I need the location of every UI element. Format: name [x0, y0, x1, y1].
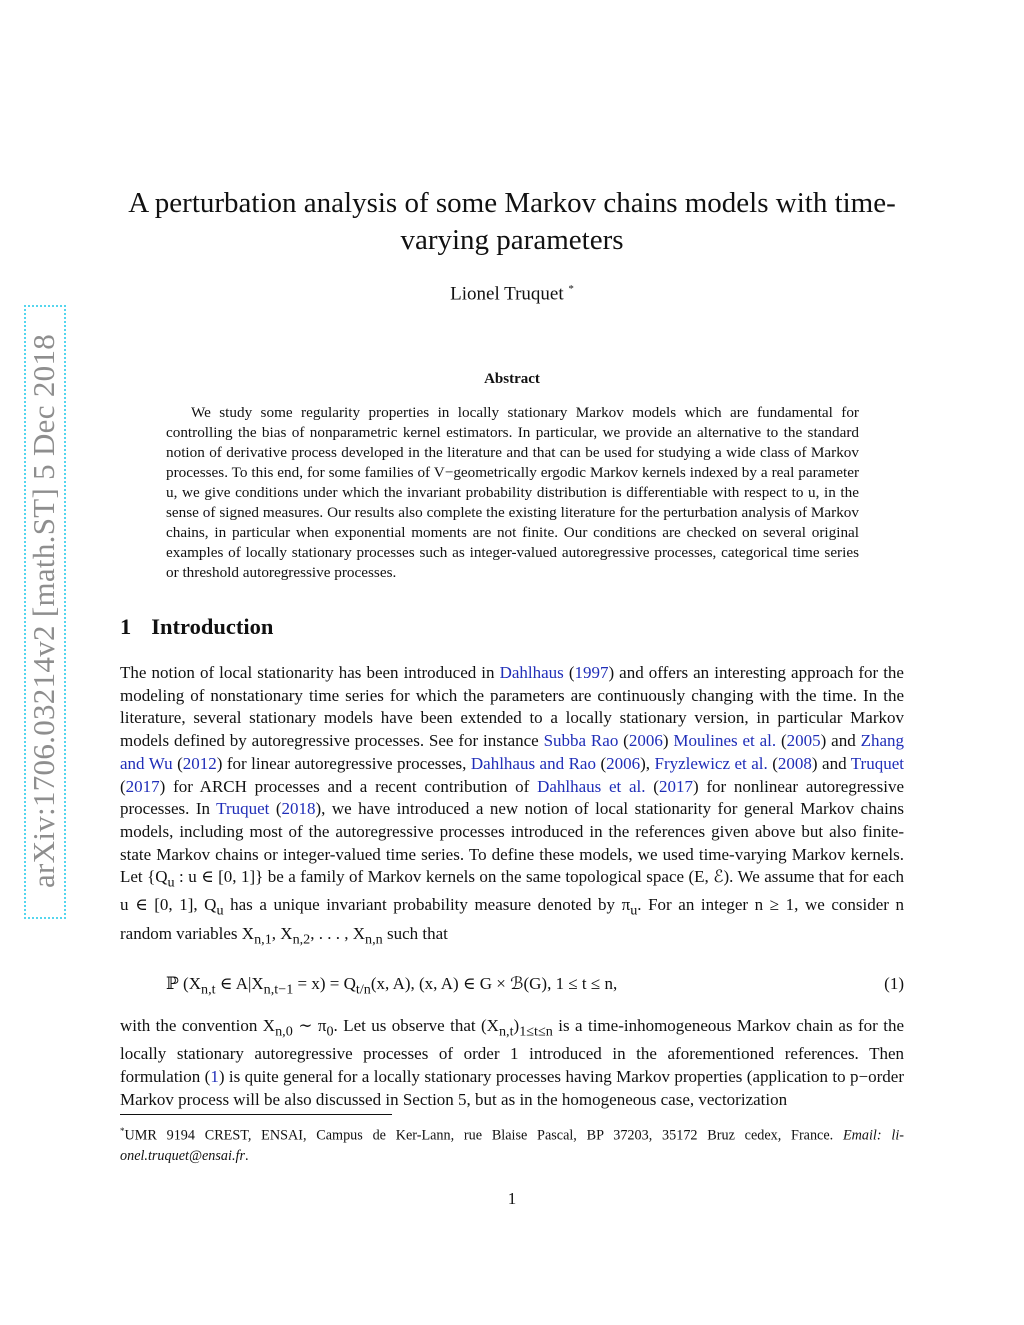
- citation-link[interactable]: Subba Rao: [543, 731, 619, 751]
- footnote: *UMR 9194 CREST, ENSAI, Campus de Ker-Lann, rue Blaise Pascal, BP 37203, 35172 Bruz cedex, France. Email: li-onel.truquet@ensai.fr.: [120, 1126, 904, 1164]
- citation-year-link[interactable]: 1997: [574, 663, 609, 682]
- citation-link[interactable]: Dahlhaus: [499, 663, 564, 682]
- citation-link[interactable]: Dahlhaus et al.: [537, 776, 646, 796]
- citation-year-link[interactable]: 2018: [281, 799, 316, 819]
- section-title: Introduction: [151, 614, 274, 639]
- footnote-text: UMR 9194 CREST, ENSAI, Campus de Ker-Lann, rue Blaise Pascal, BP 37203, 35172 Bruz cedex, France.: [124, 1127, 843, 1144]
- citation-link[interactable]: Zhang and Wu: [120, 731, 905, 773]
- citation-year-link[interactable]: 2005: [786, 731, 821, 751]
- post-equation-paragraph: with the convention $X_{n,0}$ ∼ $\pi_0$. Let us observe that $(X_{n,t})_{1\le t\le n}$ is a time-inhomogeneous Markov chain as for the locally stationary autoregressive processes of order 1 introduced in the aforementioned references. Then formulation (1) is quite general for a locally stationary processes having Markov properties (application to p−order Markov process will be also discussed in Section 5, but as in the homogeneous case, vectorization: [120, 1016, 904, 1109]
- footnote-rule: [120, 1114, 392, 1115]
- section-heading: [120, 614, 273, 640]
- citation-link[interactable]: Dahlhaus and Rao: [470, 753, 596, 773]
- section-number: 1: [120, 614, 132, 639]
- citation-year-link[interactable]: 2006: [606, 753, 641, 773]
- footnote-email[interactable]: Email: li-onel.truquet@ensai.fr: [120, 1127, 904, 1164]
- author-line: [120, 283, 904, 305]
- citation-year-link[interactable]: 2006: [628, 731, 663, 751]
- citation-year-link[interactable]: 2017: [125, 776, 160, 796]
- arxiv-sidebar-stamp: [24, 305, 64, 917]
- equation-reference-link[interactable]: 1: [210, 1066, 219, 1086]
- abstract-heading: Abstract: [484, 371, 540, 387]
- citation-year-link[interactable]: 2008: [777, 753, 812, 773]
- page-number: 1: [507, 1189, 517, 1208]
- citation-year-link[interactable]: 2012: [182, 753, 217, 773]
- citation-year-link[interactable]: 2017: [658, 776, 693, 796]
- abstract-body: [166, 403, 859, 583]
- author-name: Lionel Truquet: [450, 283, 564, 305]
- intro-paragraph: The notion of local stationarity has been introduced in Dahlhaus (1997) and offers an interesting approach for the modeling of nonstationary time series for which the parameters are continuously changing with the time. In the literature, several stationary models have been extended to a locally stationary version, in particular Markov models defined by autoregressive processes. See for instance Subba Rao (2006) Moulines et al. (2005) and Zhang and Wu (2012) for linear autoregressive processes, Dahlhaus and Rao (2006), Fryzlewicz et al. (2008) and Truquet (2017) for ARCH processes and a recent contribution of Dahlhaus et al. (2017) for nonlinear autoregressive processes. In Truquet (2018), we have introduced a new notion of local stationarity for general Markov chains models, including most of the autoregressive processes introduced in the references given above but also finite-state Markov chains or integer-valued time series. To define these models, we used time-varying Markov kernels. Let {$Q_u$ : u ∈ [0, 1]} be a family of Markov kernels on the same topological space (E, ℰ). We assume that for each u ∈ [0, 1], $Q_u$ has a unique invariant probability measure denoted by $\pi_u$. For an integer n ≥ 1, we consider n random variables $X_{n,1}$, $X_{n,2}$, . . . , $X_{n,n}$ such that: [120, 663, 905, 947]
- footnote-mark: *: [120, 1126, 125, 1136]
- paper-title: A perturbation analysis of some Markov chains models with time-varying parameters: [128, 187, 896, 256]
- arxiv-identifier[interactable]: arXiv:1706.03214v2 [math.ST] 5 Dec 2018: [26, 333, 61, 889]
- citation-link[interactable]: Truquet: [850, 753, 904, 773]
- citation-link[interactable]: Fryzlewicz et al.: [654, 753, 768, 773]
- equation-number: (1): [884, 974, 904, 993]
- author-footnote-mark[interactable]: *: [568, 283, 574, 295]
- equation-body: ℙ ($X_{n,t}$ ∈ $A|X_{n,t-1} = x) = Q_{t/n}(x$, A), (x, A) ∈ G × ℬ(G), 1 ≤ t ≤ n,: [166, 974, 618, 998]
- citation-link[interactable]: Moulines et al.: [673, 731, 777, 751]
- abstract-text: We study some regularity properties in locally stationary Markov models which are fundamental for controlling the bias of nonparametric kernel estimators. In particular, we provide an alternative to the standard notion of derivative process developed in the literature and that can be used for studying a wide class of Markov processes. To this end, for some families of V−geometrically ergodic Markov kernels indexed by a real parameter u, we give conditions under which the invariant probability distribution is differentiable with respect to u, in the sense of signed measures. Our results also complete the existing literature for the perturbation analysis of Markov chains, in particular when exponential moments are not finite. Our conditions are checked on several original examples of locally stationary processes such as integer-valued autoregressive processes, categorical time series or threshold autoregressive processes.: [166, 404, 859, 581]
- citation-link[interactable]: Truquet: [216, 799, 270, 819]
